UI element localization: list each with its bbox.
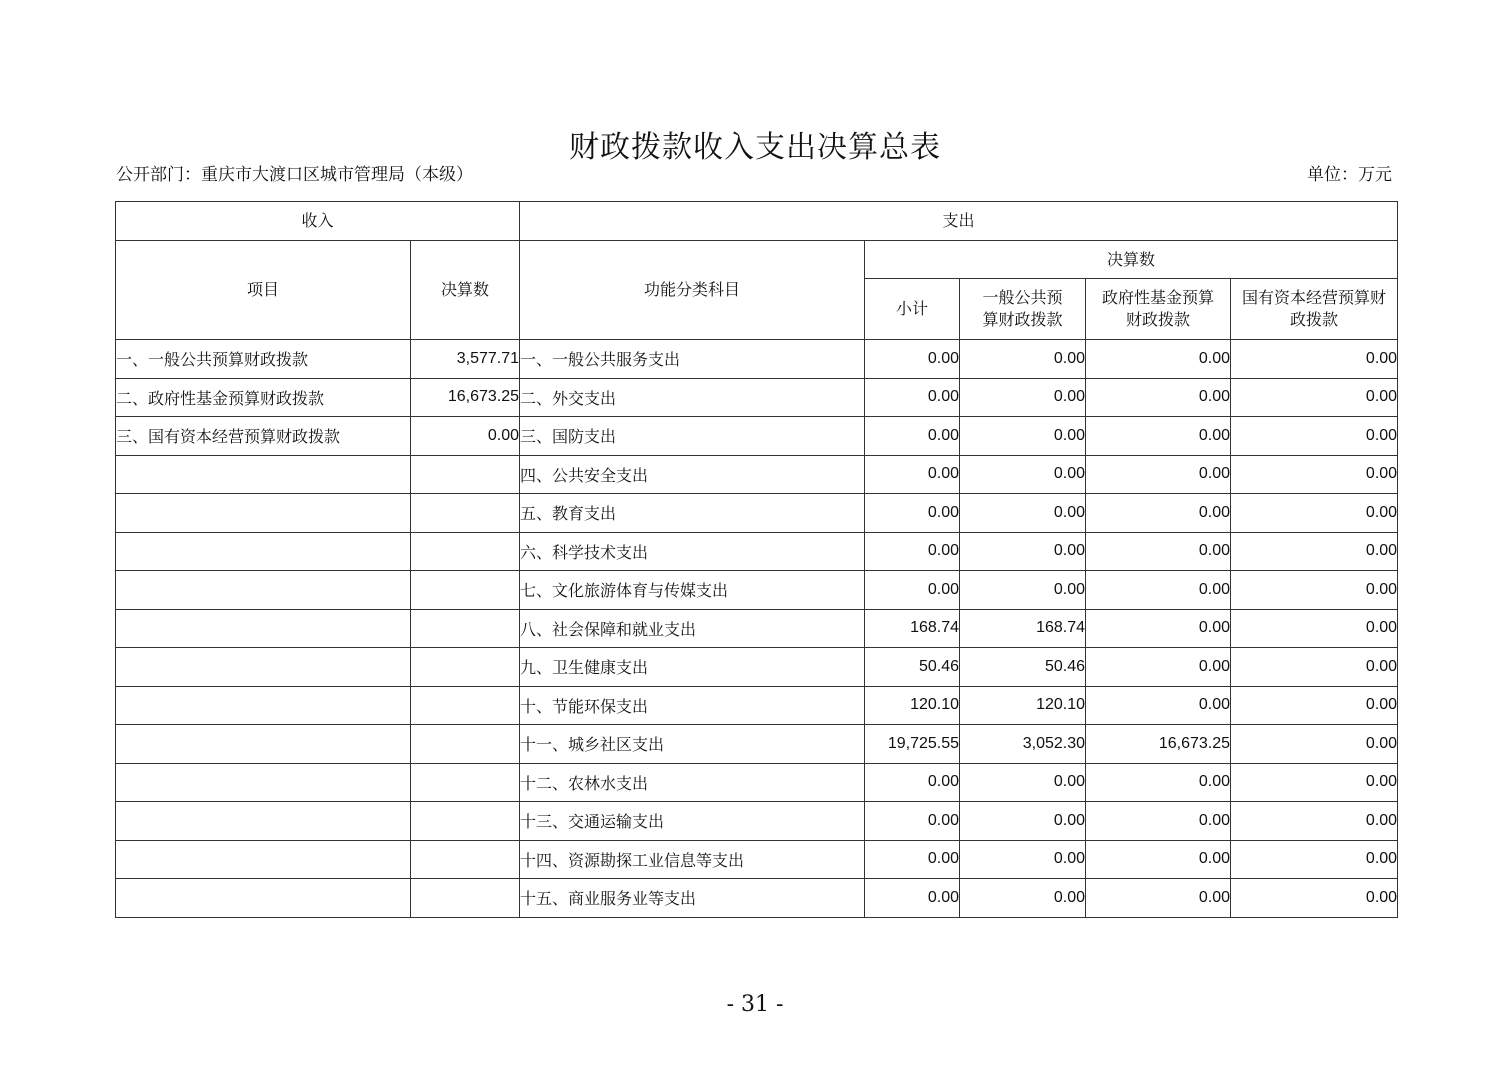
income-amount-cell (411, 648, 520, 687)
gov-fund-cell: 0.00 (1086, 340, 1231, 379)
subtotal-cell: 0.00 (865, 455, 960, 494)
table-row (116, 494, 1398, 533)
gov-fund-cell: 0.00 (1086, 455, 1231, 494)
table-row (116, 378, 1398, 417)
state-capital-cell: 0.00 (1231, 686, 1398, 725)
income-item-cell (116, 494, 411, 533)
gov-fund-cell: 0.00 (1086, 532, 1231, 571)
table-row (116, 802, 1398, 841)
general-budget-cell: 0.00 (960, 840, 1086, 879)
income-item-cell (116, 840, 411, 879)
table-row (116, 417, 1398, 456)
table-row (116, 840, 1398, 879)
general-budget-cell: 120.10 (960, 686, 1086, 725)
expense-item-cell: 四、公共安全支出 (520, 455, 865, 494)
income-amount-cell (411, 571, 520, 610)
general-budget-cell: 0.00 (960, 532, 1086, 571)
expense-item-cell: 二、外交支出 (520, 378, 865, 417)
expense-item-cell: 三、国防支出 (520, 417, 865, 456)
subtotal-cell: 0.00 (865, 494, 960, 533)
expense-item-cell: 七、文化旅游体育与传媒支出 (520, 571, 865, 610)
state-capital-cell: 0.00 (1231, 417, 1398, 456)
income-item-cell (116, 725, 411, 764)
income-amount-cell: 16,673.25 (411, 378, 520, 417)
subtotal-cell: 0.00 (865, 340, 960, 379)
general-budget-header (960, 279, 1086, 340)
income-amount-cell (411, 763, 520, 802)
page-title: 财政拨款收入支出决算总表 (569, 130, 941, 165)
gov-fund-cell: 16,673.25 (1086, 725, 1231, 764)
expense-item-cell: 十二、农林水支出 (520, 763, 865, 802)
income-item-cell (116, 686, 411, 725)
income-amount-cell (411, 686, 520, 725)
income-item-cell (116, 571, 411, 610)
gov-fund-header (1086, 279, 1231, 340)
table-row (116, 532, 1398, 571)
gov-fund-cell: 0.00 (1086, 378, 1231, 417)
budget-table (115, 201, 1398, 918)
expense-item-cell: 九、卫生健康支出 (520, 648, 865, 687)
expense-item-cell: 一、一般公共服务支出 (520, 340, 865, 379)
department-label: 公开部门：重庆市大渡口区城市管理局（本级） (116, 165, 473, 185)
expense-item-cell: 八、社会保障和就业支出 (520, 609, 865, 648)
final-amount-header: 决算数 (411, 241, 520, 340)
income-item-cell (116, 802, 411, 841)
state-capital-cell: 0.00 (1231, 840, 1398, 879)
state-capital-cell: 0.00 (1231, 494, 1398, 533)
table-row (116, 879, 1398, 918)
subtotal-cell: 0.00 (865, 879, 960, 918)
state-capital-cell: 0.00 (1231, 763, 1398, 802)
general-budget-cell: 0.00 (960, 763, 1086, 802)
gov-fund-cell: 0.00 (1086, 648, 1231, 687)
subtotal-cell: 0.00 (865, 763, 960, 802)
general-budget-cell: 168.74 (960, 609, 1086, 648)
income-item-cell (116, 879, 411, 918)
general-budget-header-text: 一般公共预算财政拨款 (982, 288, 1063, 329)
general-budget-cell: 50.46 (960, 648, 1086, 687)
state-capital-cell: 0.00 (1231, 609, 1398, 648)
expense-item-cell: 十、节能环保支出 (520, 686, 865, 725)
general-budget-cell: 0.00 (960, 417, 1086, 456)
gov-fund-cell: 0.00 (1086, 879, 1231, 918)
income-item-cell (116, 455, 411, 494)
subtotal-cell: 0.00 (865, 417, 960, 456)
income-item-cell (116, 648, 411, 687)
subtotal-cell: 0.00 (865, 378, 960, 417)
expense-item-cell: 十一、城乡社区支出 (520, 725, 865, 764)
income-amount-cell (411, 494, 520, 533)
func-category-header: 功能分类科目 (520, 241, 865, 340)
state-capital-header (1231, 279, 1398, 340)
table-row (116, 763, 1398, 802)
subtotal-cell: 0.00 (865, 571, 960, 610)
page-number: - 31 - (726, 992, 784, 1017)
income-amount-cell (411, 725, 520, 764)
expense-item-cell: 十四、资源勘探工业信息等支出 (520, 840, 865, 879)
subtotal-header: 小计 (865, 279, 960, 340)
gov-fund-cell: 0.00 (1086, 686, 1231, 725)
state-capital-cell: 0.00 (1231, 340, 1398, 379)
gov-fund-cell: 0.00 (1086, 571, 1231, 610)
table-row (116, 725, 1398, 764)
gov-fund-cell: 0.00 (1086, 609, 1231, 648)
subtotal-cell: 168.74 (865, 609, 960, 648)
general-budget-cell: 0.00 (960, 879, 1086, 918)
table-row (116, 455, 1398, 494)
table-row (116, 686, 1398, 725)
income-item-cell (116, 609, 411, 648)
income-item-cell (116, 532, 411, 571)
state-capital-cell: 0.00 (1231, 648, 1398, 687)
income-item-cell (116, 763, 411, 802)
subtotal-cell: 50.46 (865, 648, 960, 687)
general-budget-cell: 3,052.30 (960, 725, 1086, 764)
expense-header: 支出 (520, 202, 1398, 241)
state-capital-cell: 0.00 (1231, 455, 1398, 494)
expense-item-cell: 十五、商业服务业等支出 (520, 879, 865, 918)
income-amount-cell: 0.00 (411, 417, 520, 456)
gov-fund-cell: 0.00 (1086, 802, 1231, 841)
income-amount-cell (411, 532, 520, 571)
table-row (116, 340, 1398, 379)
general-budget-cell: 0.00 (960, 340, 1086, 379)
income-item-cell: 三、国有资本经营预算财政拨款 (116, 417, 411, 456)
gov-fund-cell: 0.00 (1086, 840, 1231, 879)
income-header: 收入 (116, 202, 520, 241)
subtotal-cell: 0.00 (865, 532, 960, 571)
table-row (116, 648, 1398, 687)
state-capital-cell: 0.00 (1231, 879, 1398, 918)
income-amount-cell (411, 609, 520, 648)
income-item-cell: 一、一般公共预算财政拨款 (116, 340, 411, 379)
general-budget-cell: 0.00 (960, 494, 1086, 533)
income-amount-cell (411, 840, 520, 879)
subtotal-cell: 0.00 (865, 840, 960, 879)
state-capital-cell: 0.00 (1231, 725, 1398, 764)
income-amount-cell (411, 455, 520, 494)
table-row (116, 609, 1398, 648)
gov-fund-header-text: 政府性基金预算财政拨款 (1102, 288, 1215, 329)
final-amount-group-header: 决算数 (865, 241, 1398, 279)
income-amount-cell (411, 802, 520, 841)
gov-fund-cell: 0.00 (1086, 417, 1231, 456)
state-capital-cell: 0.00 (1231, 802, 1398, 841)
subtotal-cell: 120.10 (865, 686, 960, 725)
income-amount-cell: 3,577.71 (411, 340, 520, 379)
state-capital-cell: 0.00 (1231, 378, 1398, 417)
income-item-cell: 二、政府性基金预算财政拨款 (116, 378, 411, 417)
expense-item-cell: 十三、交通运输支出 (520, 802, 865, 841)
table-row (116, 571, 1398, 610)
state-capital-header-text: 国有资本经营预算财政拨款 (1242, 288, 1387, 329)
subtotal-cell: 19,725.55 (865, 725, 960, 764)
general-budget-cell: 0.00 (960, 571, 1086, 610)
state-capital-cell: 0.00 (1231, 532, 1398, 571)
unit-label: 单位：万元 (1307, 165, 1392, 185)
general-budget-cell: 0.00 (960, 802, 1086, 841)
subtotal-cell: 0.00 (865, 802, 960, 841)
general-budget-cell: 0.00 (960, 378, 1086, 417)
gov-fund-cell: 0.00 (1086, 494, 1231, 533)
expense-item-cell: 五、教育支出 (520, 494, 865, 533)
gov-fund-cell: 0.00 (1086, 763, 1231, 802)
general-budget-cell: 0.00 (960, 455, 1086, 494)
state-capital-cell: 0.00 (1231, 571, 1398, 610)
income-amount-cell (411, 879, 520, 918)
expense-item-cell: 六、科学技术支出 (520, 532, 865, 571)
item-header: 项目 (116, 241, 411, 340)
